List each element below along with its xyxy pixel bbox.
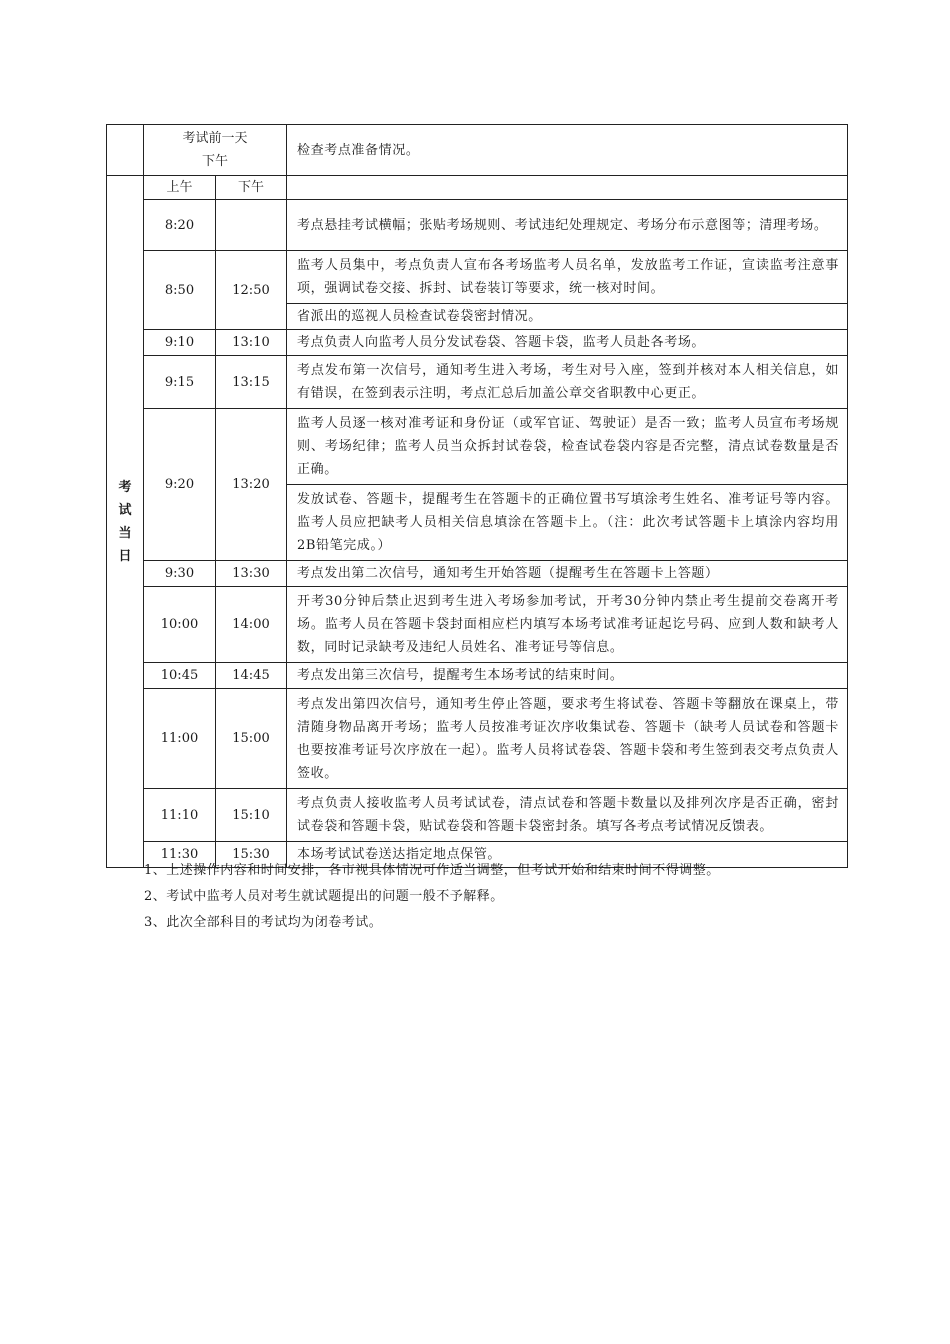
row-content-secondary: 省派出的巡视人员检查试卷袋密封情况。 [287, 304, 848, 330]
header-content-cell [287, 176, 848, 200]
schedule-row [107, 409, 848, 485]
schedule-row [107, 789, 848, 842]
morning-time: 9:15 [144, 356, 216, 409]
exam-day-side-label [107, 176, 144, 868]
schedule-row [107, 587, 848, 663]
schedule-row [107, 689, 848, 789]
exam-day-header-row [107, 176, 848, 200]
morning-time: 8:50 [144, 251, 216, 330]
schedule-row [107, 330, 848, 356]
row-content: 考点发出第二次信号，通知考生开始答题（提醒考生在答题卡上答题） [287, 561, 848, 587]
row-content: 考点负责人接收监考人员考试试卷，清点试卷和答题卡数量以及排列次序是否正确，密封试卷袋和答题卡袋，贴试卷袋和答题卡袋密封条。填写各考点考试情况反馈表。 [287, 789, 848, 842]
row-content: 开考30分钟后禁止迟到考生进入考场参加考试，开考30分钟内禁止考生提前交卷离开考场。监考人员在答题卡袋封面相应栏内填写本场考试准考证起讫号码、应到人数和缺考人数，同时记录缺考及违纪人员姓名、准考证号等信息。 [287, 587, 848, 663]
row-content: 考点发布第一次信号，通知考生进入考场，考生对号入座，签到并核对本人相关信息，如有错误，在签到表示注明，考点汇总后加盖公章交省职教中心更正。 [287, 356, 848, 409]
afternoon-time: 15:00 [216, 689, 287, 789]
afternoon-time: 12:50 [216, 251, 287, 330]
afternoon-time: 14:45 [216, 663, 287, 689]
afternoon-time: 15:30 [216, 842, 287, 868]
morning-time: 9:20 [144, 409, 216, 561]
afternoon-time [216, 200, 287, 251]
afternoon-time: 13:20 [216, 409, 287, 561]
side-char: 试 [118, 502, 132, 518]
pre-day-label-cell [144, 125, 287, 176]
morning-time: 9:30 [144, 561, 216, 587]
header-morning: 上午 [144, 176, 216, 200]
row-content: 考点发出第三次信号，提醒考生本场考试的结束时间。 [287, 663, 848, 689]
afternoon-time: 14:00 [216, 587, 287, 663]
side-char: 日 [118, 548, 132, 564]
pre-day-content: 检查考点准备情况。 [287, 125, 848, 176]
morning-time: 9:10 [144, 330, 216, 356]
morning-time: 10:00 [144, 587, 216, 663]
side-char: 考 [118, 479, 132, 495]
row-content: 考点悬挂考试横幅；张贴考场规则、考试违纪处理规定、考场分布示意图等；清理考场。 [287, 200, 848, 251]
row-content: 考点负责人向监考人员分发试卷袋、答题卡袋，监考人员赴各考场。 [287, 330, 848, 356]
morning-time: 11:30 [144, 842, 216, 868]
schedule-row [107, 663, 848, 689]
pre-day-row [107, 125, 848, 176]
afternoon-time: 13:10 [216, 330, 287, 356]
header-afternoon: 下午 [216, 176, 287, 200]
morning-time: 8:20 [144, 200, 216, 251]
row-content: 监考人员集中，考点负责人宣布各考场监考人员名单，发放监考工作证，宣读监考注意事项，强调试卷交接、拆封、试卷装订等要求，统一核对时间。 [287, 251, 848, 304]
row-content: 监考人员逐一核对准考证和身份证（或军官证、驾驶证）是否一致；监考人员宣布考场规则、考场纪律；监考人员当众拆封试卷袋，检查试卷袋内容是否完整，清点试卷数量是否正确。 [287, 409, 848, 485]
schedule-row [107, 251, 848, 304]
pre-day-label-line2: 下午 [202, 154, 229, 169]
row-content-secondary: 发放试卷、答题卡，提醒考生在答题卡的正确位置书写填涂考生姓名、准考证号等内容。监考人员应把缺考人员相关信息填涂在答题卡上。（注：此次考试答题卡上填涂内容均用2B铅笔完成。） [287, 485, 848, 561]
row-content: 本场考试试卷送达指定地点保管。 [287, 842, 848, 868]
pre-day-label-line1: 考试前一天 [182, 131, 248, 146]
morning-time: 10:45 [144, 663, 216, 689]
afternoon-time: 13:30 [216, 561, 287, 587]
footnote: 1、上述操作内容和时间安排，各市视具体情况可作适当调整，但考试开始和结束时间不得调整。 [144, 863, 720, 878]
morning-time: 11:00 [144, 689, 216, 789]
schedule-row [107, 561, 848, 587]
afternoon-time: 13:15 [216, 356, 287, 409]
row-content: 考点发出第四次信号，通知考生停止答题，要求考生将试卷、答题卡等翻放在课桌上，带清随身物品离开考场；监考人员按准考证次序收集试卷、答题卡（缺考人员试卷和答题卡也要按准考证号次序放在一起）。监考人员将试卷袋、答题卡袋和考生签到表交考点负责人签收。 [287, 689, 848, 789]
schedule-row [107, 356, 848, 409]
schedule-row [107, 200, 848, 251]
afternoon-time: 15:10 [216, 789, 287, 842]
footnotes [144, 858, 834, 936]
footnote: 3、此次全部科目的考试均为闭卷考试。 [144, 915, 383, 930]
footnote: 2、考试中监考人员对考生就试题提出的问题一般不予解释。 [144, 889, 504, 904]
side-char: 当 [118, 525, 132, 541]
exam-schedule-table [106, 124, 848, 868]
morning-time: 11:10 [144, 789, 216, 842]
pre-day-side-cell [107, 125, 144, 176]
